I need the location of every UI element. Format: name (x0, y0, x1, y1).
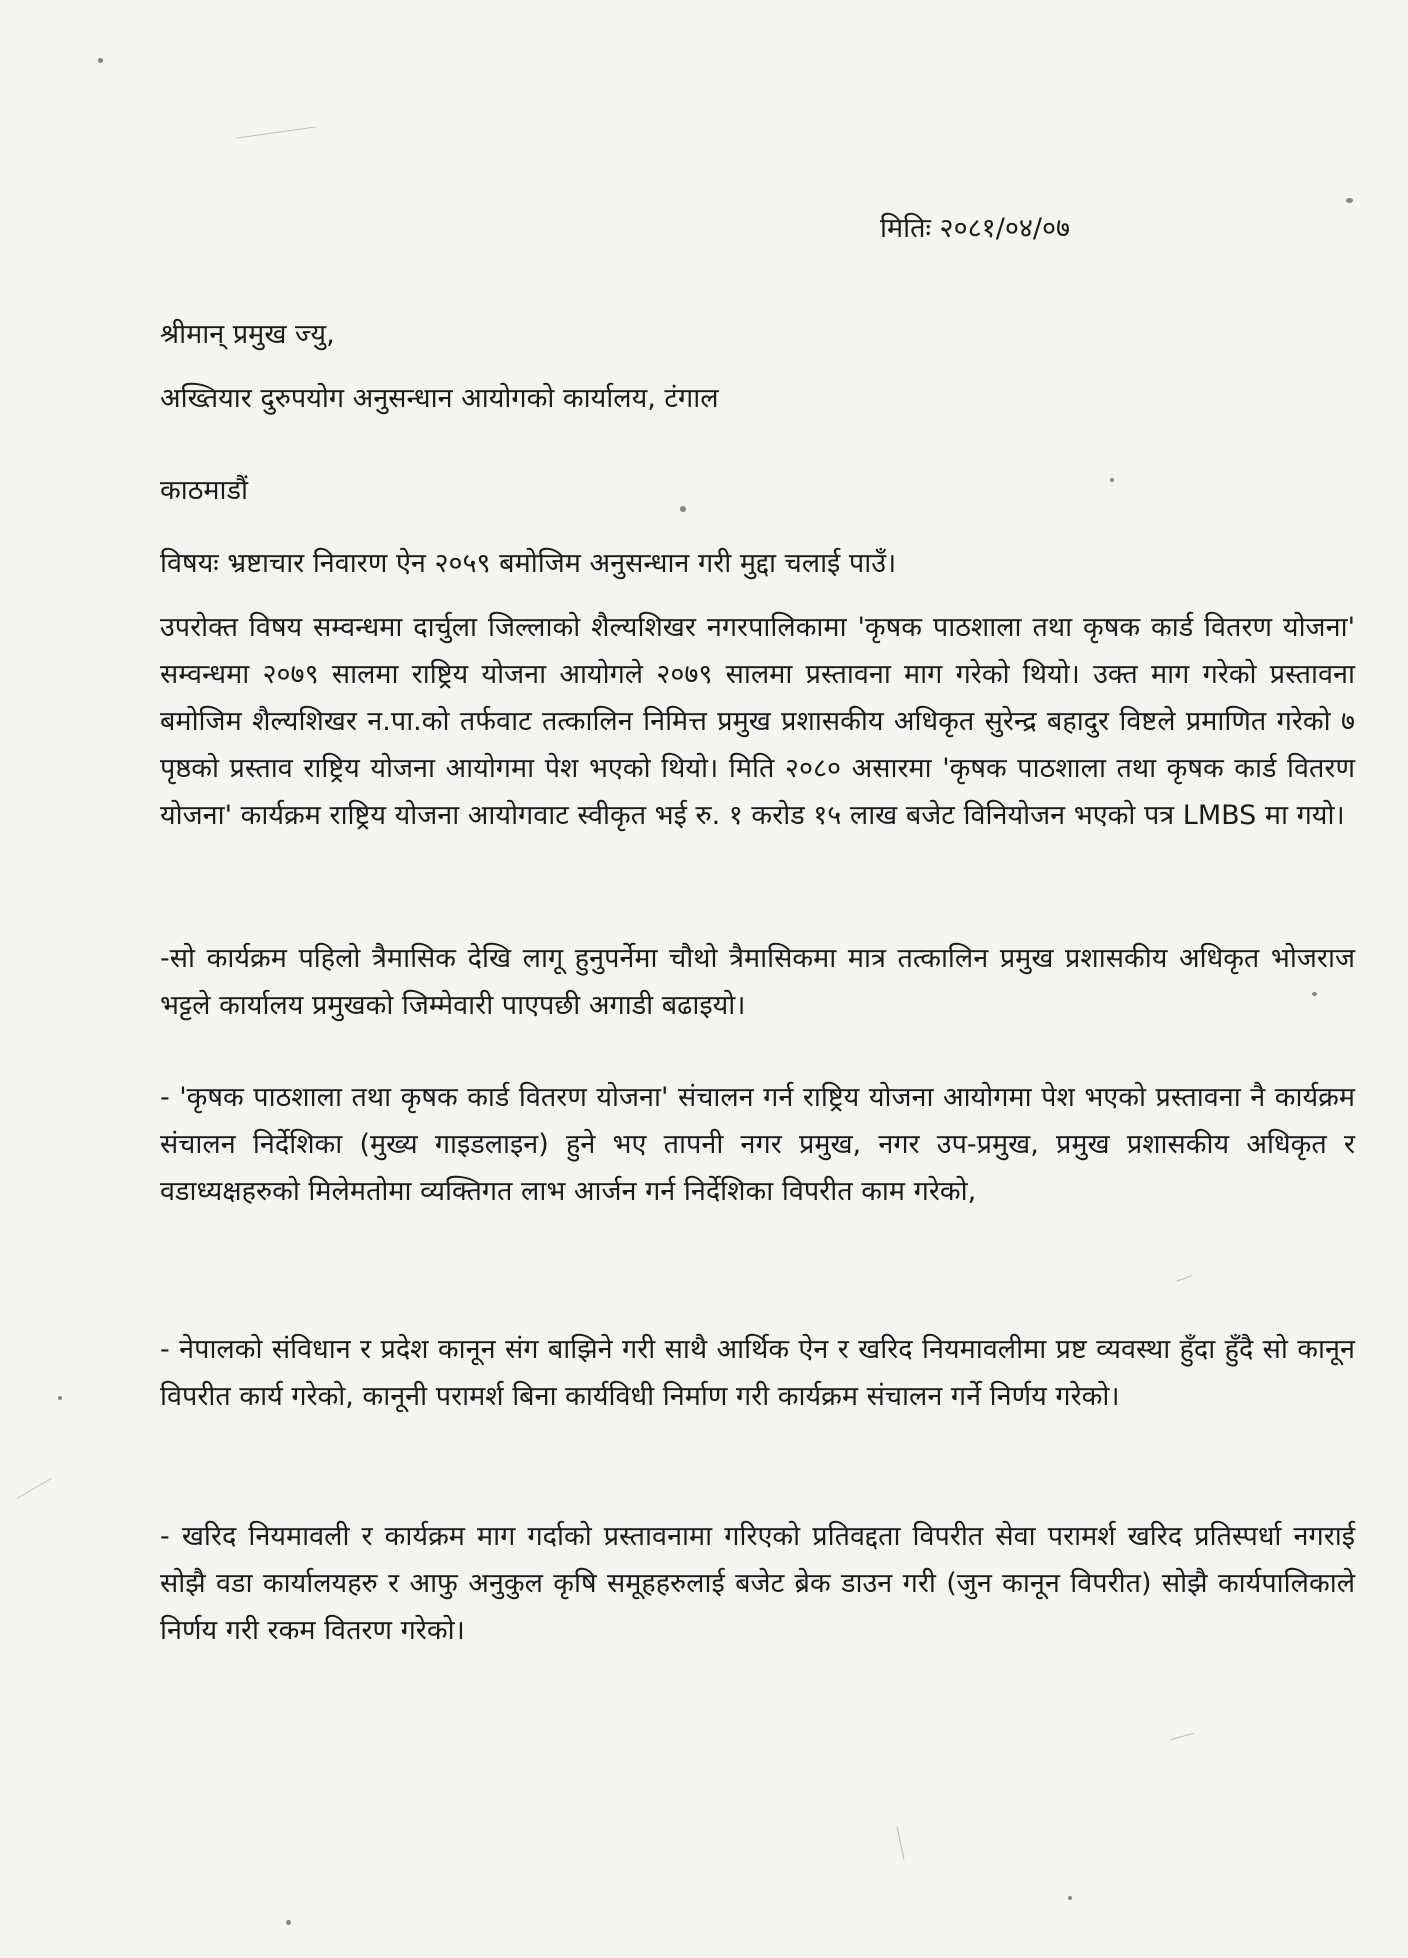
paper-speck (1110, 478, 1114, 482)
paragraph-background: उपरोक्त विषय सम्वन्धमा दार्चुला जिल्लाको शैल्यशिखर नगरपालिकामा 'कृषक पाठशाला तथा कृषक कार्ड वितरण योजना' सम्वन्धमा २०७९ सालमा राष्ट्रिय योजना आयोगले २०७९ सालमा प्रस्तावना माग गरेको थियो। उक्त माग गरेको प्रस्तावना बमोजिम शैल्यशिखर न.पा.को तर्फवाट तत्कालिन निमित्त प्रमुख प्रशासकीय अधिकृत सुरेन्द्र बहादुर विष्टले प्रमाणित गरेको ७ पृष्ठको प्रस्ताव राष्ट्रिय योजना आयोगमा पेश भएको थियो। मिति २०८० असारमा 'कृषक पाठशाला तथा कृषक कार्ड वितरण योजना' कार्यक्रम राष्ट्रिय योजना आयोगवाट स्वीकृत भई रु. १ करोड १५ लाख बजेट विनियोजन भएको पत्र LMBS मा गयो। (160, 612, 1355, 831)
paragraph-guideline-violation: - 'कृषक पाठशाला तथा कृषक कार्ड वितरण योजना' संचालन गर्न राष्ट्रिय योजना आयोगमा पेश भएको प्रस्तावना नै कार्यक्रम संचालन निर्देशिका (मुख्य गाइडलाइन) हुने भए तापनी नगर प्रमुख, नगर उप-प्रमुख, प्रमुख प्रशासकीय अधिकृत र वडाध्यक्षहरुको मिलेमतोमा व्यक्तिगत लाभ आर्जन गर्न निर्देशिका विपरीत काम गरेको, (160, 1082, 1355, 1207)
recipient-city: काठमाडौं (160, 475, 248, 506)
paragraph-law-violation: - नेपालको संविधान र प्रदेश कानून संग बाझिने गरी साथै आर्थिक ऐन र खरिद नियमावलीमा प्रष्ट व्यवस्था हुँदा हुँदै सो कानून विपरीत कार्य गरेको, कानूनी परामर्श बिना कार्यविधी निर्माण गरी कार्यक्रम संचालन गर्ने निर्णय गरेको। (160, 1334, 1355, 1412)
paper-speck (680, 506, 686, 512)
salutation: श्रीमान् प्रमुख ज्यु, (160, 319, 335, 350)
recipient-office: अख्तियार दुरुपयोग अनुसन्धान आयोगको कार्यालय, टंगाल (160, 383, 719, 414)
paper-speck (286, 1920, 291, 1925)
paper-scratch (236, 126, 315, 138)
paper-speck (98, 58, 103, 63)
paper-speck (1068, 1896, 1072, 1900)
paragraph-delay: -सो कार्यक्रम पहिलो त्रैमासिक देखि लागू हुनुपर्नेमा चौथो त्रैमासिकमा मात्र तत्कालिन प्रमुख प्रशासकीय अधिकृत भोजराज भट्टले कार्यालय प्रमुखको जिम्मेवारी पाएपछी अगाडी बढाइयो। (160, 943, 1355, 1021)
letter-date: मितिः २०८१/०४/०७ (880, 213, 1071, 244)
subject-line: विषयः भ्रष्टाचार निवारण ऐन २०५९ बमोजिम अनुसन्धान गरी मुद्दा चलाई पाउँ। (160, 548, 897, 579)
paper-speck (1346, 198, 1353, 203)
paper-scratch (1176, 1275, 1191, 1281)
paper-scratch (16, 1478, 51, 1499)
paragraph-procurement-violation: - खरिद नियमावली र कार्यक्रम माग गर्दाको प्रस्तावनामा गरिएको प्रतिवद्दता विपरीत सेवा परामर्श खरिद प्रतिस्पर्धा नगराई सोझै वडा कार्यालयहरु र आफु अनुकुल कृषि समूहहरुलाई बजेट ब्रेक डाउन गरी (जुन कानून विपरीत) सोझै कार्यपालिकाले निर्णय गरी रकम वितरण गरेको। (160, 1521, 1355, 1646)
paper-speck (58, 1396, 62, 1400)
paper-scratch (1170, 1733, 1193, 1740)
paper-scratch (896, 1826, 904, 1859)
